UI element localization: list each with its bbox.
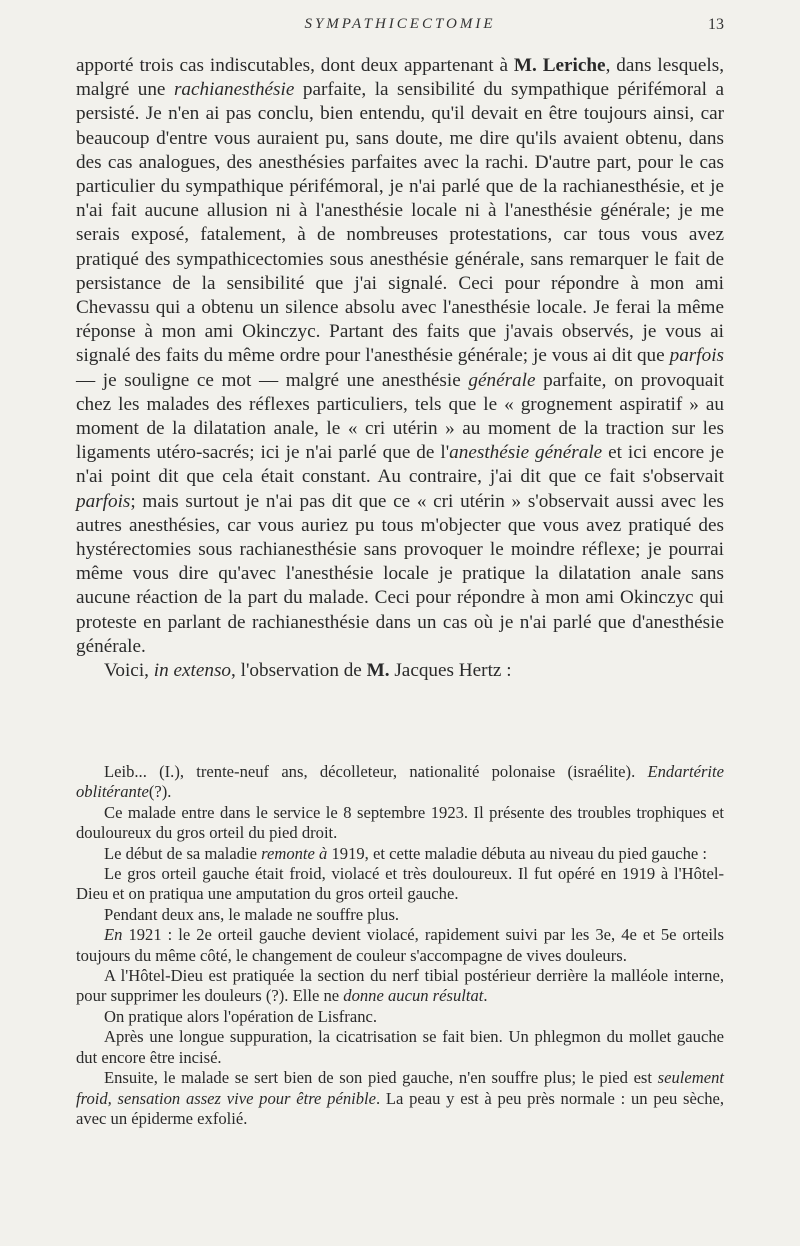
emphasis: parfois (76, 490, 131, 512)
emphasis: donne aucun résultat (343, 986, 484, 1006)
observation-paragraph: Ensuite, le malade se sert bien de son pied gauche, n'en souffre plus; le pied est seulement froid, sensation assez vive pour être pénible. La peau y est à peu près normale : un peu sèche, avec un épiderme exfolié. (76, 1068, 725, 1128)
page-number: 13 (708, 16, 724, 33)
observation-paragraph: Après une longue suppuration, la cicatrisation se fait bien. Un phlegmon du mollet gauche dut encore être incisé. (76, 1027, 724, 1067)
author-name: M. Leriche (513, 55, 606, 76)
emphasis: générale (468, 369, 536, 391)
emphasis: En (104, 925, 123, 945)
observation-paragraph: A l'Hôtel-Dieu est pratiquée la section du nerf tibial postérieur derrière la malléole interne, pour supprimer les douleurs (?). Elle ne donne aucun résultat. (76, 966, 724, 1006)
observation-paragraph: Le début de sa maladie remonte à 1919, et cette maladie débuta au niveau du pied gauche : (104, 843, 708, 863)
author-name: M. (366, 660, 390, 682)
body-text (76, 54, 724, 683)
emphasis: in extenso (153, 660, 232, 682)
emphasis: anesthésie générale (449, 442, 603, 464)
observation-paragraph: On pratique alors l'opération de Lisfranc. (104, 1006, 378, 1026)
paragraph: apporté trois cas indiscutables, dont deux appartenant à M. Leriche, dans lesquels, malgré une rachianesthésie parfaite, la sensibilité du sympathique périfémoral a persisté. Je n'en ai pas conclu, bien entendu, qu'il devait en être toujours ainsi, car beaucoup d'entre vous auraient pu, sans doute, me dire qu'ils avaient obtenu, dans des cas analogues, des anesthésies parfaites avec la rachi. D'autre part, pour le cas particulier du sympathique périfémoral, je n'ai parlé que de la rachianesthésie, et je n'ai fait aucune allusion ni à l'anesthésie locale ni à l'anesthésie générale; je me serais exposé, fatalement, à de nombreuses protestations, car tous vous avez pratiqué des sympathicectomies sous anesthésie générale, sans remarquer le fait de persistance de la sensibilité que j'ai signalé. Ceci pour répondre à mon ami Chevassu qui a obtenu un silence absolu avec l'anesthésie locale. Je ferai la même réponse à mon ami Okinczyc. Partant des faits que j'avais observés, je vous ai signalé des faits du même ordre pour l'anesthésie générale; je vous ai dit que parfois — je souligne ce mot — malgré une anesthésie générale parfaite, on provoquait chez les malades des réflexes particuliers, tels que le « grognement aspiratif » au moment de la dilatation anale, le « cri utérin » au moment de la traction sur les ligaments utéro-sacrés; ici je n'ai parlé que de l'anesthésie générale et ici encore je n'ai point dit que cela était constant. Au contraire, j'ai dit que ce fait s'observait parfois; mais surtout je n'ai pas dit que ce « cri utérin » s'observait aussi avec les autres anesthésies, car vous auriez pu tous m'objecter que vous avez pratiqué des hystérectomies sous rachianesthésie sans provoquer le moindre réflexe; je pourrai même vous dire qu'avec l'anesthésie locale je pratique la dilatation anale sans aucune réaction de la part du malade. Ceci pour répondre à mon ami Okinczyc qui proteste en parlant de rachianesthésie dans un cas où je n'ai parlé que d'anesthésie générale. (76, 55, 724, 657)
emphasis: rachianesthésie (173, 79, 295, 101)
observation-paragraph: En 1921 : le 2e orteil gauche devient violacé, rapidement suivi par les 3e, 4e et 5e orteils toujours du même côté, le changement de couleur s'accompagne de vives douleurs. (76, 925, 724, 965)
running-title: SYMPATHICECTOMIE (304, 16, 496, 32)
paragraph: Voici, in extenso, l'observation de M. Jacques Hertz : (104, 660, 512, 682)
clinical-observation (76, 762, 724, 1129)
emphasis: seulement froid, sensation assez vive pour être pénible (76, 1068, 724, 1108)
emphasis: remonte à (261, 843, 328, 863)
page-header (76, 16, 724, 42)
emphasis: Endartérite oblitérante (76, 762, 724, 802)
observation-paragraph: Ce malade entre dans le service le 8 septembre 1923. Il présente des troubles trophiques et douloureux du gros orteil du pied droit. (76, 802, 724, 843)
observation-paragraph: Pendant deux ans, le malade ne souffre plus. (104, 904, 400, 924)
observation-paragraph: Le gros orteil gauche était froid, violacé et très douloureux. Il fut opéré en 1919 à l'Hôtel-Dieu et on pratiqua une amputation du gros orteil gauche. (76, 864, 724, 904)
observation-paragraph: Leib... (I.), trente-neuf ans, décolleteur, nationalité polonaise (israélite). Endartérite oblitérante(?). (76, 762, 724, 802)
emphasis: parfois (669, 345, 724, 367)
